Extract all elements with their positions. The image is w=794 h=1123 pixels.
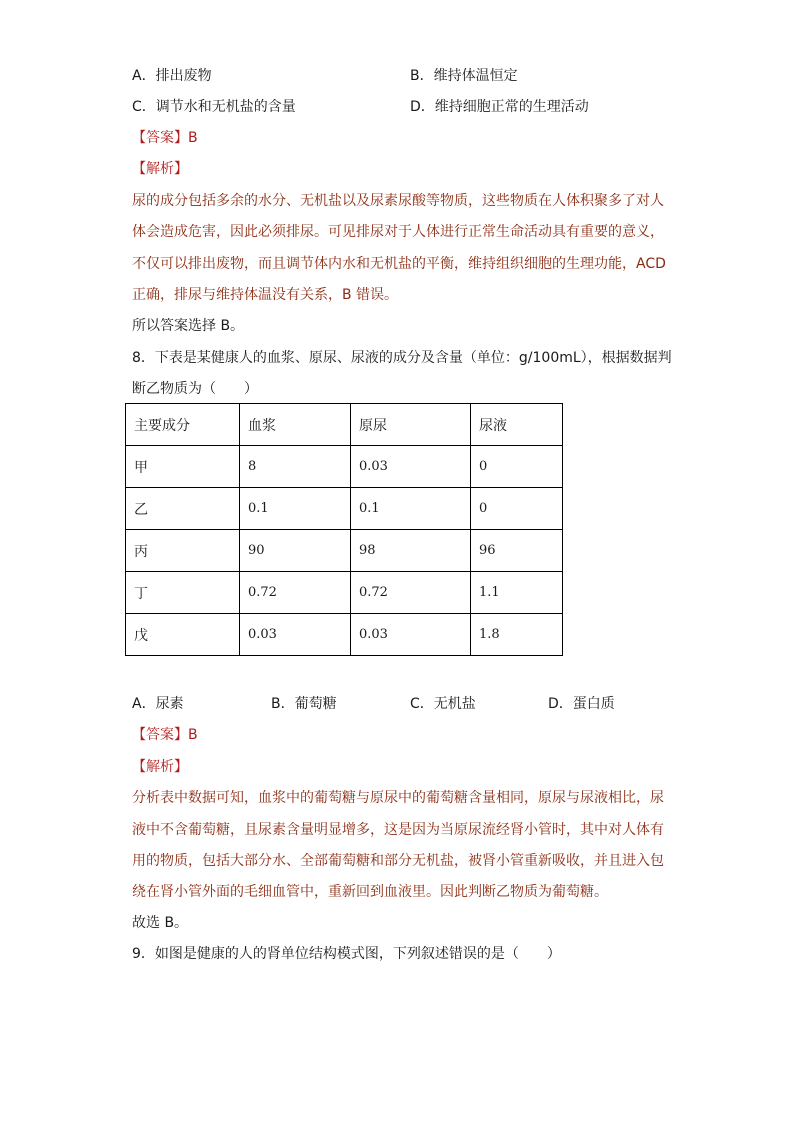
q7-analysis-line: 尿的成分包括多余的水分、无机盐以及尿素尿酸等物质，这些物质在人体积聚多了对人 [132,193,664,209]
q7-answer: 【答案】B [132,130,198,146]
q8-analysis-line: 分析表中数据可知，血浆中的葡萄糖与原尿中的葡萄糖含量相同，原尿与尿液相比，尿 [132,790,664,806]
table-cell: 98 [351,530,471,572]
q8-analysis-line: 液中不含葡萄糖，且尿素含量明显增多，这是因为当原尿流经肾小管时，其中对人体有 [132,822,664,838]
q8-option-d: D．蛋白质 [548,696,615,712]
table-cell: 0 [471,488,563,530]
q8-analysis-line: 用的物质，包括大部分水、全部葡萄糖和部分无机盐，被肾小管重新吸收，并且进入包 [132,853,664,869]
q8-stem-line: 8．下表是某健康人的血浆、原尿、尿液的成分及含量（单位：g/100mL），根据数据判 [132,350,672,366]
table-header-cell: 血浆 [240,404,351,446]
q7-analysis-line: 体会造成危害，因此必须排尿。可见排尿对于人体进行正常生命活动具有重要的意义， [132,224,664,240]
q8-analysis-line: 绕在肾小管外面的毛细血管中，重新回到血液里。因此判断乙物质为葡萄糖。 [132,884,608,900]
table-cell: 0.03 [351,446,471,488]
table-row [126,572,563,614]
table-cell: 1.8 [471,614,563,656]
table-cell: 乙 [126,488,240,530]
table-header-cell: 主要成分 [126,404,240,446]
q8-data-table [125,403,563,656]
q7-analysis-line: 不仅可以排出废物，而且调节体内水和无机盐的平衡，维持组织细胞的生理功能，ACD [132,256,666,272]
q7-option-b: B．维持体温恒定 [410,68,518,84]
table-cell: 0.1 [240,488,351,530]
table-cell: 丁 [126,572,240,614]
table-cell: 0.1 [351,488,471,530]
q7-conclusion: 所以答案选择 B。 [132,318,245,334]
table-cell: 0 [471,446,563,488]
q8-conclusion: 故选 B。 [132,915,189,931]
q9-stem: 9．如图是健康的人的肾单位结构模式图，下列叙述错误的是（ ） [132,946,561,962]
table-cell: 0.72 [240,572,351,614]
q7-option-a: A．排出废物 [132,68,212,84]
table-cell: 0.03 [240,614,351,656]
table-row [126,614,563,656]
table-cell: 戊 [126,614,240,656]
table-cell: 0.03 [351,614,471,656]
q8-stem-line: 断乙物质为（ ） [132,381,258,397]
q7-analysis-title: 【解析】 [132,161,188,177]
table-row [126,446,563,488]
table-cell: 丙 [126,530,240,572]
q8-option-c: C．无机盐 [410,696,476,712]
q7-analysis-line: 正确，排尿与维持体温没有关系，B 错误。 [132,287,399,303]
q8-option-b: B．葡萄糖 [271,696,337,712]
q8-option-a: A．尿素 [132,696,184,712]
table-header-cell: 尿液 [471,404,563,446]
table-row [126,530,563,572]
q7-option-d: D．维持细胞正常的生理活动 [410,99,589,115]
table-header-cell: 原尿 [351,404,471,446]
q8-analysis-title: 【解析】 [132,759,188,775]
table-header-row [126,404,563,446]
table-cell: 1.1 [471,572,563,614]
table-cell: 0.72 [351,572,471,614]
q8-answer: 【答案】B [132,727,198,743]
table-cell: 96 [471,530,563,572]
table-cell: 甲 [126,446,240,488]
table-cell: 8 [240,446,351,488]
table-row [126,488,563,530]
q7-option-c: C．调节水和无机盐的含量 [132,99,296,115]
table-cell: 90 [240,530,351,572]
